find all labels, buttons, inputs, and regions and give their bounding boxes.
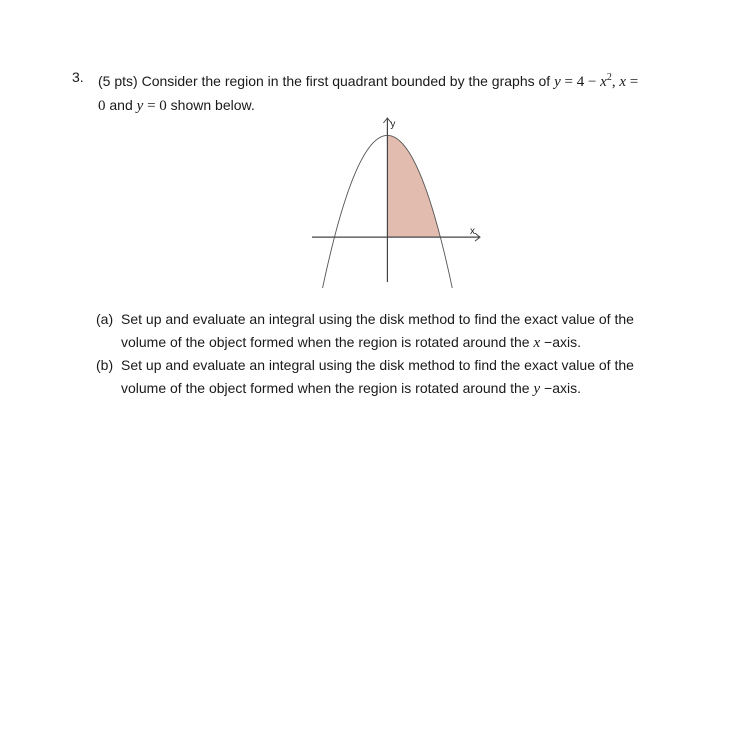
and-text: and: [109, 97, 133, 113]
shown-below-text: shown below.: [170, 97, 255, 113]
part-a-line-2: volume of the object formed when the region is rotated around the: [121, 333, 530, 350]
part-a-axis-var: x: [533, 334, 541, 351]
equation-y-zero: y = 0: [136, 98, 167, 114]
equation-x-zero: 0: [98, 98, 106, 114]
points-label: (5 pts): [98, 73, 138, 89]
problem-number: 3.: [72, 69, 84, 85]
problem-parts: [96, 308, 686, 400]
part-a-axis-suffix: −axis.: [544, 333, 582, 350]
part-b-axis-suffix: −axis.: [544, 379, 582, 396]
part-a-line-1: Set up and evaluate an integral using the disk method to find the exact value of the: [121, 311, 634, 327]
part-b-label: (b): [96, 357, 114, 373]
y-axis-label: y: [390, 119, 396, 130]
part-b-line-2: volume of the object formed when the region is rotated around the: [121, 379, 530, 396]
part-b: [96, 354, 686, 400]
part-b-axis-var: y: [533, 380, 541, 397]
equation-parabola: $y = 4 - x^2$, x =: [554, 72, 639, 90]
part-a-label: (a): [96, 311, 114, 327]
part-b-line-1: Set up and evaluate an integral using the disk method to find the exact value of the: [121, 357, 634, 373]
shaded-region: [387, 135, 440, 237]
stem-text: Consider the region in the first quadrant bounded by the graphs of: [141, 73, 551, 89]
region-graph: [308, 110, 488, 288]
part-a: [96, 308, 686, 354]
x-axis-label: x: [470, 226, 475, 238]
